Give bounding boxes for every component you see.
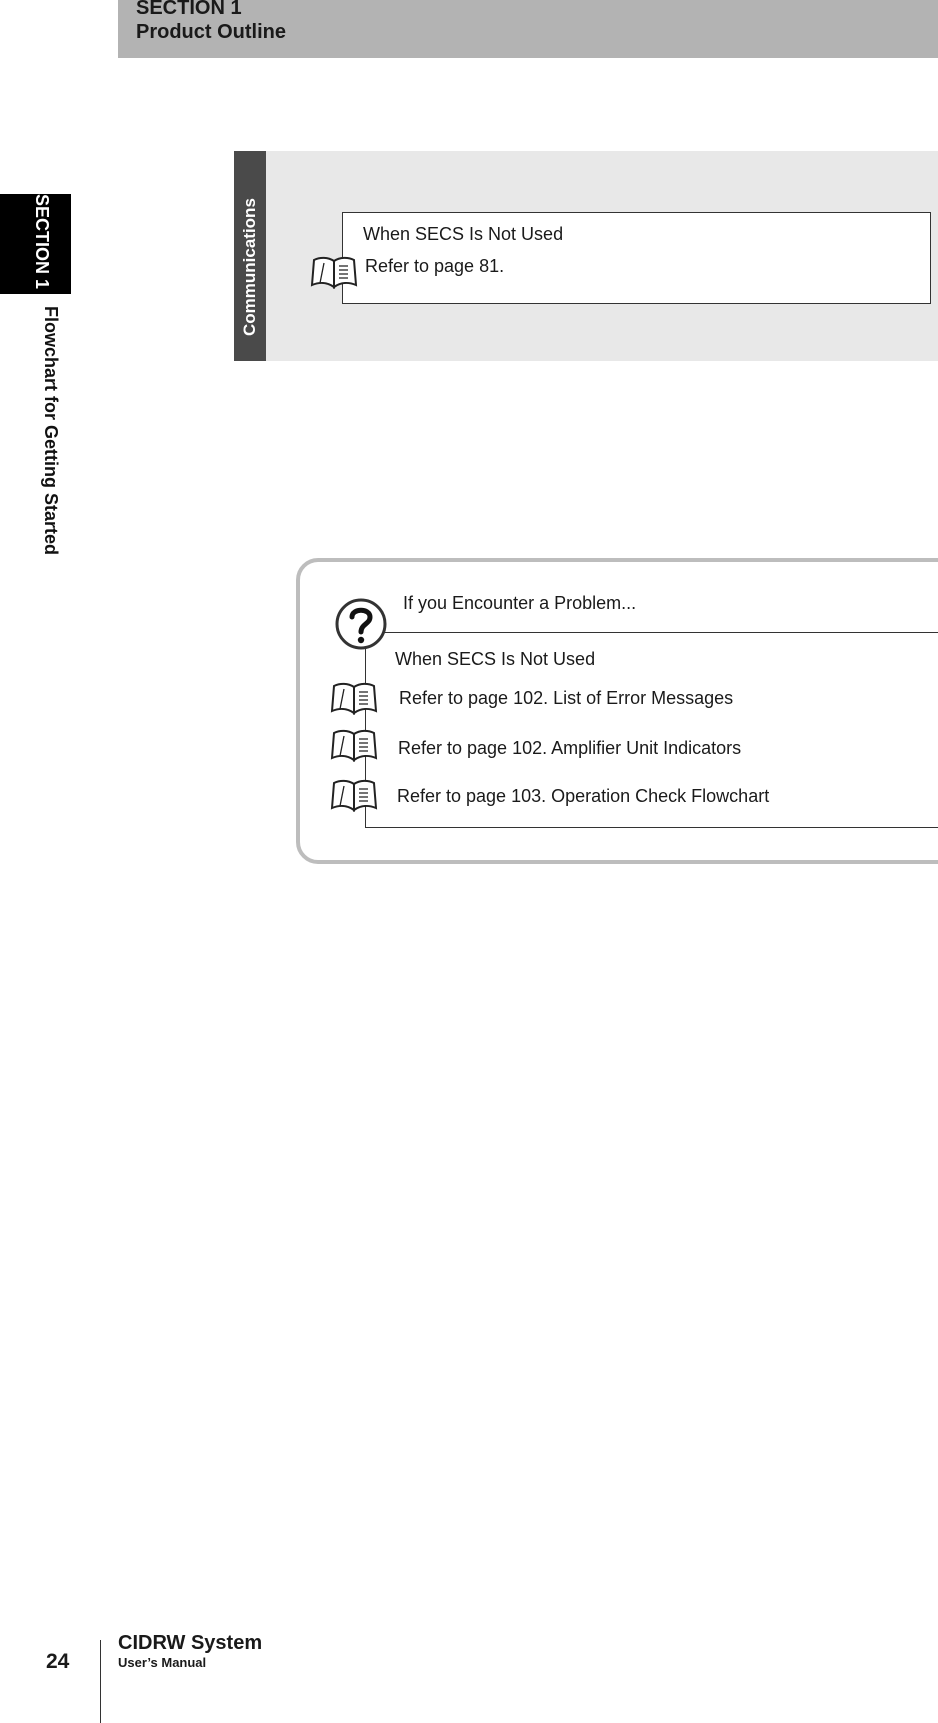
communications-reference: Refer to page 81.: [365, 256, 505, 276]
footer-product-name: CIDRW System: [118, 1632, 263, 1654]
problem-reference-amplifier-indicators: Refer to page 102. Amplifier Unit Indicators: [398, 738, 742, 758]
problem-reference-error-messages: Refer to page 102. List of Error Messages: [399, 688, 734, 708]
problem-heading: If you Encounter a Problem...: [403, 593, 637, 613]
footer-manual-label: User’s Manual: [118, 1655, 207, 1670]
book-icon: [330, 728, 378, 764]
problem-subheading: When SECS Is Not Used: [395, 649, 596, 669]
question-icon: [334, 597, 388, 651]
side-chapter-title: Flowchart for Getting Started: [41, 306, 61, 556]
book-icon: [310, 255, 358, 291]
book-icon: [330, 778, 378, 814]
book-icon: [330, 681, 378, 717]
communications-tab-label: Communications: [240, 198, 259, 336]
problem-reference-operation-check: Refer to page 103. Operation Check Flowchart: [397, 786, 770, 806]
communications-heading: When SECS Is Not Used: [363, 224, 564, 244]
side-section-label: SECTION 1: [32, 194, 52, 290]
header-title: Product Outline: [136, 21, 286, 43]
header-section-label: SECTION 1: [136, 0, 242, 19]
footer-divider: [100, 1640, 101, 1723]
page-number: 24: [46, 1650, 70, 1673]
